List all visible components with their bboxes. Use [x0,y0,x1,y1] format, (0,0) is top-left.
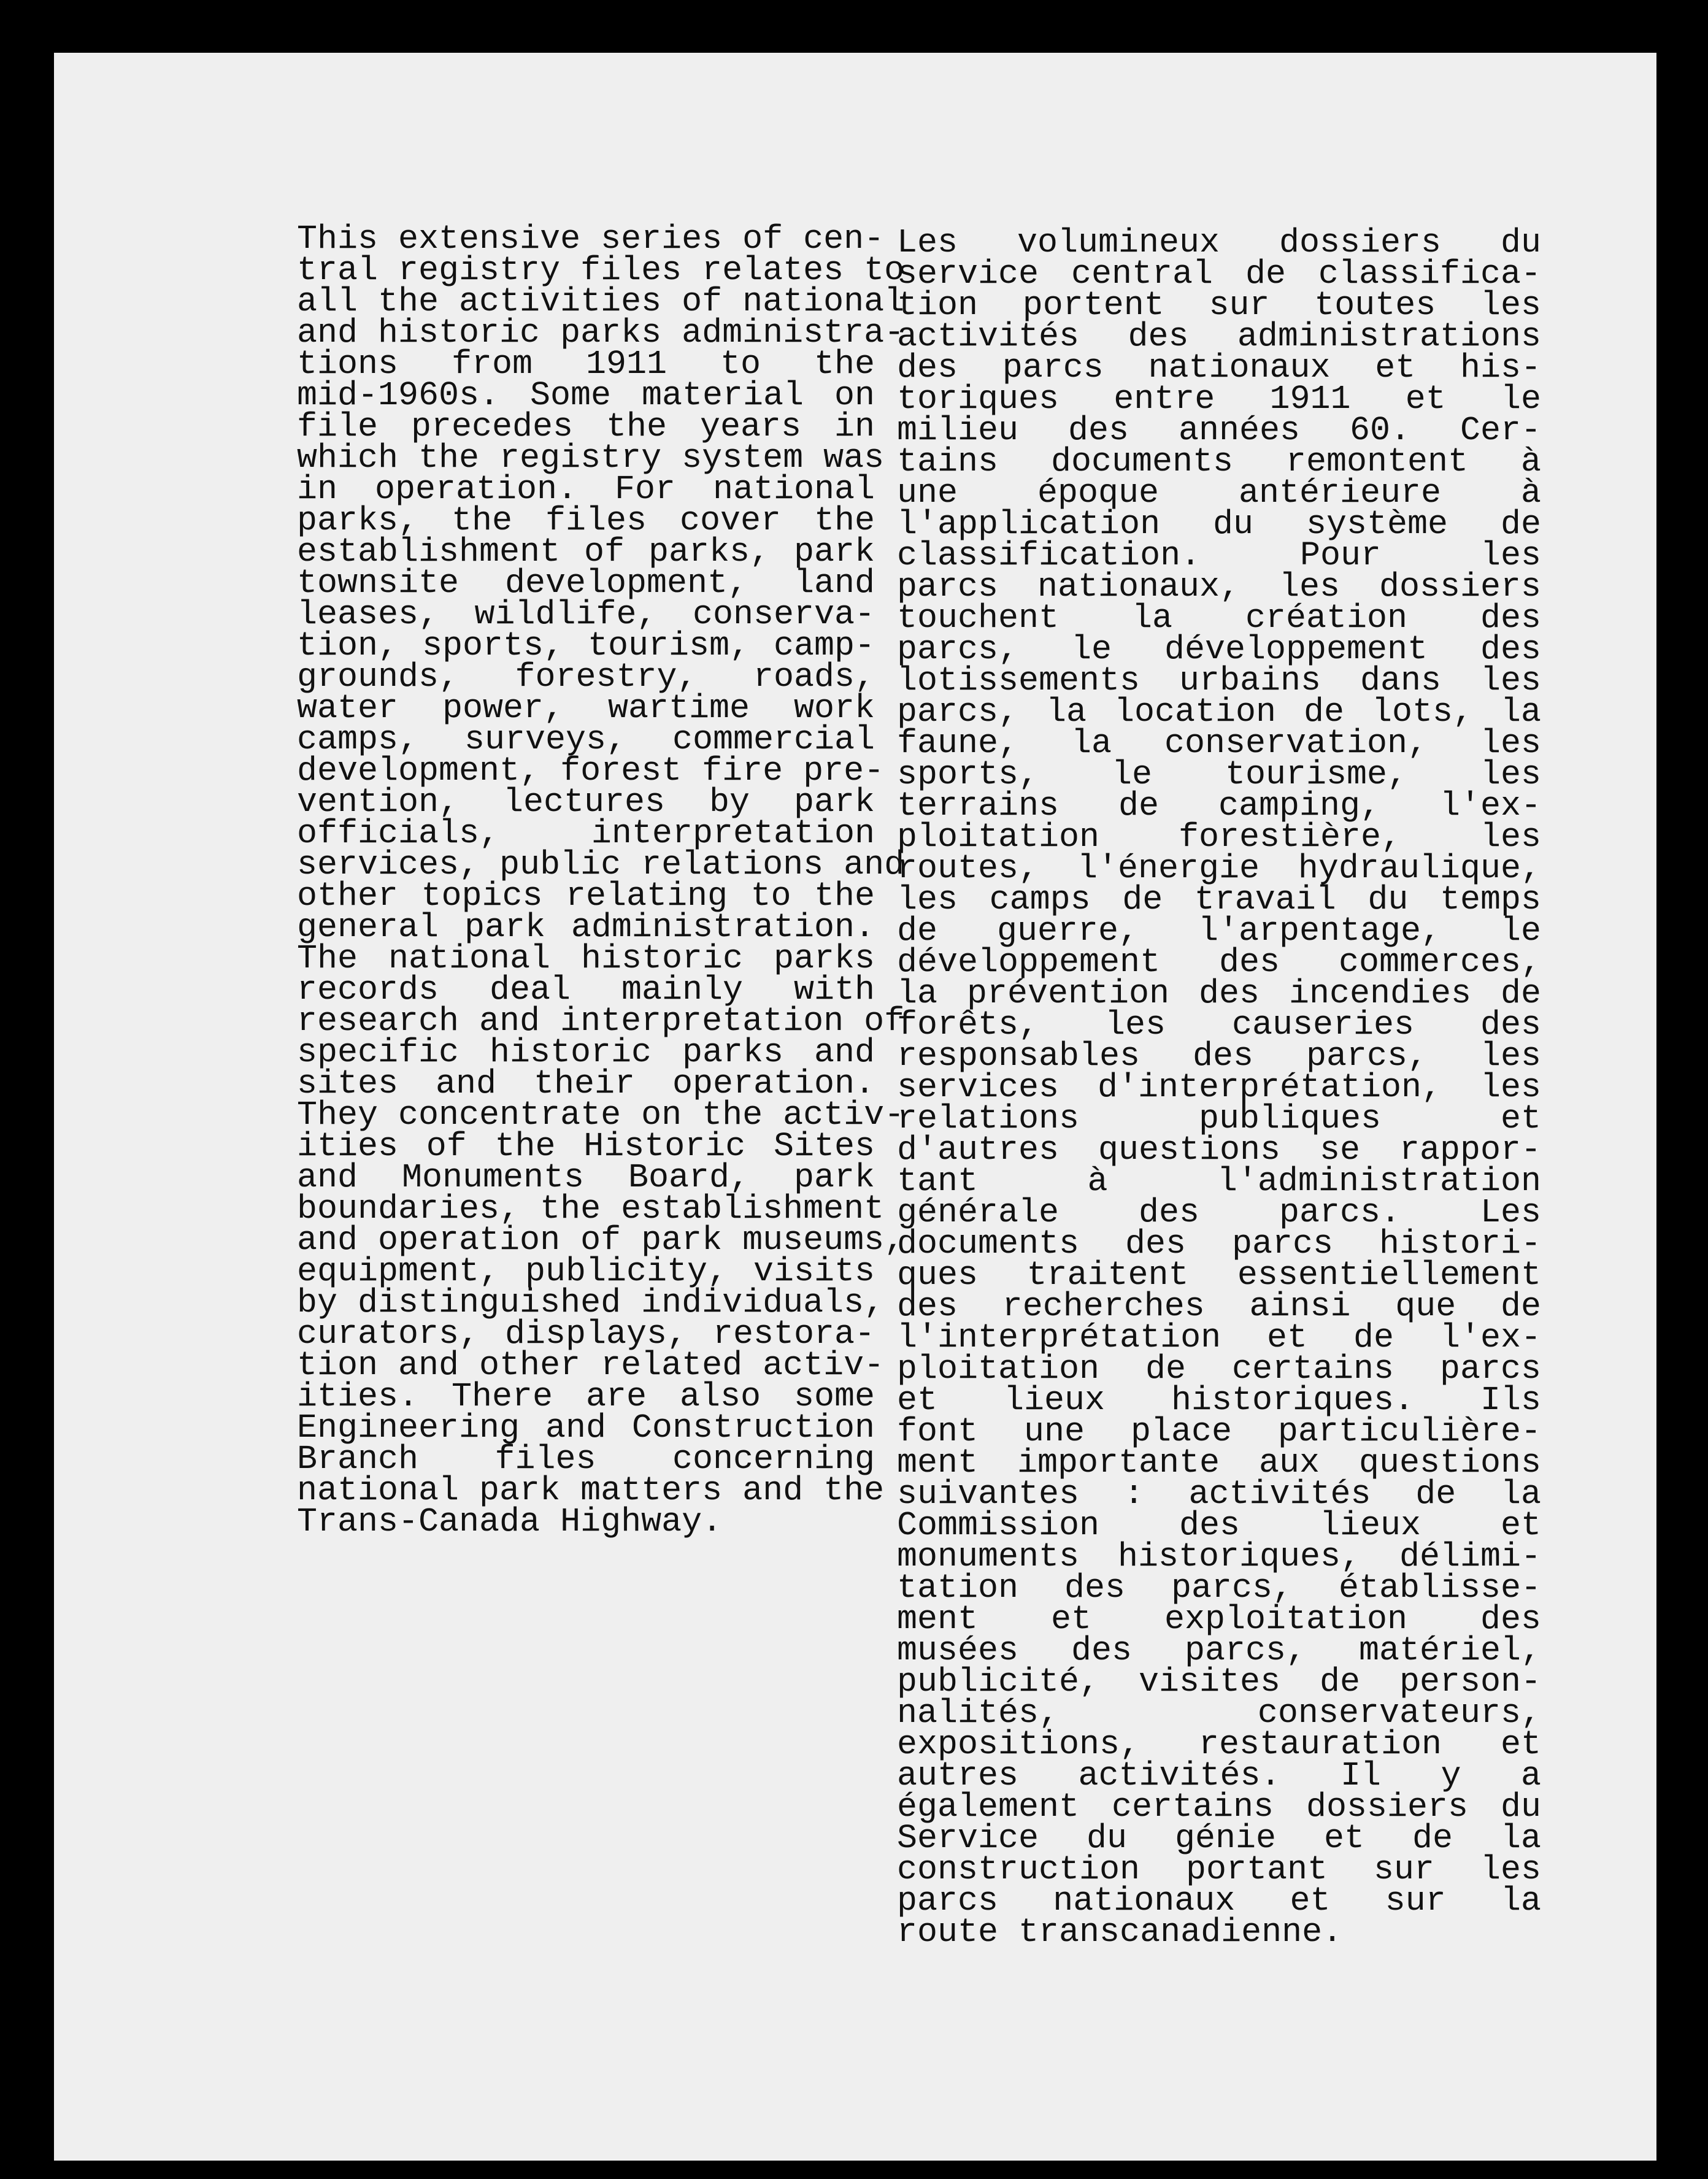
text-line: développement des commerces, [897,943,1541,982]
text-line: This extensive series of cen- [297,220,885,258]
text-line: publicité, visites de person- [897,1662,1541,1701]
french-column [897,223,1541,1951]
text-line: relations publiques et [897,1099,1541,1138]
text-line: leases, wildlife, conserva- [297,595,875,634]
text-line: tion, sports, tourism, camp- [297,626,875,665]
text-line: services, public relations and [297,845,905,884]
text-line: parcs, le développement des [897,630,1541,669]
text-line: and Monuments Board, park [297,1158,875,1197]
text-line: equipment, publicity, visits [297,1252,875,1291]
text-line: all the activities of national [297,282,905,321]
text-line: and historic parks administra- [297,313,905,352]
text-line: Engineering and Construction [297,1408,875,1447]
text-line: officials, interpretation [297,814,875,853]
text-line: ques traitent essentiellement [897,1256,1541,1294]
text-line: touchent la création des [897,599,1541,637]
text-line: service central de classifica- [897,255,1541,293]
text-line: autres activités. Il y a [897,1756,1541,1795]
text-line: parcs, la location de lots, la [897,693,1541,731]
text-line: des recherches ainsi que de [897,1287,1541,1326]
text-line: development, forest fire pre- [297,751,885,790]
text-line: documents des parcs histori- [897,1224,1541,1263]
text-line: parks, the files cover the [297,501,875,540]
text-line: research and interpretation of [297,1002,905,1040]
text-line: other topics relating to the [297,877,875,915]
text-line: nalités, conservateurs, [897,1694,1541,1732]
text-line: des parcs nationaux et his- [897,348,1541,387]
text-line: and operation of park museums, [297,1221,905,1259]
text-line: specific historic parks and [297,1033,875,1072]
text-line: curators, displays, restora- [297,1315,875,1353]
text-line: water power, wartime work [297,689,875,728]
text-line: sports, le tourisme, les [897,755,1541,794]
text-line: l'application du système de [897,505,1541,544]
text-line: tains documents remontent à [897,442,1541,481]
text-line: ment importante aux questions [897,1443,1541,1482]
text-line: ities of the Historic Sites [297,1127,875,1166]
text-line: records deal mainly with [297,970,875,1009]
text-line: monuments historiques, délimi- [897,1537,1541,1576]
text-line: grounds, forestry, roads, [297,658,875,696]
text-line: They concentrate on the activ- [297,1096,905,1134]
text-line: Service du génie et de la [897,1819,1541,1858]
text-line: national park matters and the [297,1471,885,1510]
text-line: d'autres questions se rappor- [897,1131,1541,1169]
text-line: mid-1960s. Some material on [297,376,875,415]
text-line: classification. Pour les [897,536,1541,575]
text-line: ploitation de certains parcs [897,1350,1541,1388]
text-line: ities. There are also some [297,1377,875,1416]
text-line: vention, lectures by park [297,783,875,821]
text-line: The national historic parks [297,939,875,978]
text-line: font une place particulière- [897,1412,1541,1451]
text-line: l'interprétation et de l'ex- [897,1318,1541,1357]
text-line: terrains de camping, l'ex- [897,786,1541,825]
text-line: également certains dossiers du [897,1788,1541,1826]
text-line: Commission des lieux et [897,1506,1541,1545]
text-line: in operation. For national [297,470,875,509]
text-line: general park administration. [297,908,875,947]
text-line: toriques entre 1911 et le [897,380,1541,418]
text-line: expositions, restauration et [897,1725,1541,1764]
text-line: faune, la conservation, les [897,724,1541,763]
text-line: services d'interprétation, les [897,1068,1541,1107]
text-line: tions from 1911 to the [297,345,875,383]
text-line: route transcanadienne. [897,1913,1343,1951]
text-line: milieu des années 60. Cer- [897,411,1541,450]
text-line: ment et exploitation des [897,1600,1541,1639]
text-line: boundaries, the establishment [297,1189,885,1228]
text-line: establishment of parks, park [297,532,875,571]
text-line: les camps de travail du temps [897,880,1541,919]
text-line: sites and their operation. [297,1064,875,1103]
text-line: lotissements urbains dans les [897,661,1541,700]
text-line: Branch files concerning [297,1440,875,1478]
text-line: tion portent sur toutes les [897,286,1541,325]
text-line: by distinguished individuals, [297,1283,885,1322]
text-line: tral registry files relates to [297,251,905,290]
text-line: tation des parcs, établisse- [897,1569,1541,1607]
text-line: which the registry system was [297,439,885,477]
text-line: et lieux historiques. Ils [897,1381,1541,1420]
text-line: Trans-Canada Highway. [297,1502,723,1541]
scanned-page [54,53,1656,2161]
text-line: musées des parcs, matériel, [897,1631,1541,1670]
text-line: townsite development, land [297,564,875,602]
text-line: suivantes : activités de la [897,1475,1541,1513]
text-line: Les volumineux dossiers du [897,223,1541,262]
text-line: tion and other related activ- [297,1346,885,1385]
text-line: camps, surveys, commercial [297,720,875,759]
text-line: parcs nationaux, les dossiers [897,567,1541,606]
text-line: file precedes the years in [297,407,875,446]
text-line: forêts, les causeries des [897,1005,1541,1044]
text-line: ploitation forestière, les [897,818,1541,856]
text-line: responsables des parcs, les [897,1037,1541,1075]
text-line: une époque antérieure à [897,474,1541,512]
english-column [297,220,905,1541]
text-line: générale des parcs. Les [897,1193,1541,1232]
text-line: de guerre, l'arpentage, le [897,912,1541,950]
text-line: parcs nationaux et sur la [897,1881,1541,1920]
text-line: activités des administrations [897,317,1541,356]
text-line: tant à l'administration [897,1162,1541,1201]
text-line: la prévention des incendies de [897,974,1541,1013]
text-line: routes, l'énergie hydraulique, [897,849,1541,888]
text-line: construction portant sur les [897,1850,1541,1889]
